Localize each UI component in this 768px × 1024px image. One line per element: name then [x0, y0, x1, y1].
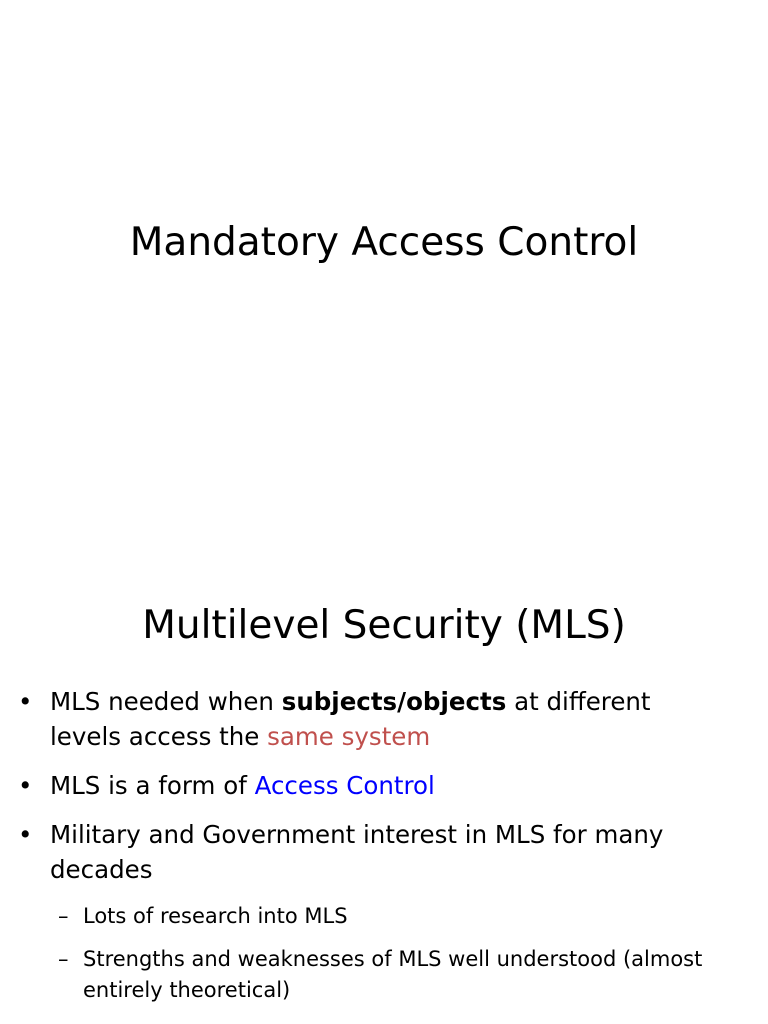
sub-bullet-text: Strengths and weaknesses of MLS well understood (almost entirely theoretical) [83, 947, 703, 1002]
sub-bullet-item-research [18, 901, 728, 932]
bullet-dot-icon: • [18, 687, 33, 716]
slide-title-multilevel-security: Multilevel Security (MLS) [142, 603, 626, 648]
sub-bullet-text: Lots of research into MLS [83, 904, 348, 928]
bullet-list [18, 684, 728, 1018]
bullet-text: at different levels access the [50, 687, 651, 751]
bullet-item-military-interest [18, 817, 728, 887]
bullet-item-mls-form [18, 768, 728, 803]
highlight-text: same system [267, 722, 431, 751]
bullet-text: Military and Government interest in MLS for many decades [50, 820, 664, 884]
bullet-item-mls-needed [18, 684, 728, 754]
bullet-text: MLS is a form of [50, 771, 255, 800]
access-control-link[interactable]: Access Control [254, 771, 435, 800]
dash-icon: – [58, 904, 69, 928]
dash-icon: – [58, 947, 69, 971]
bullet-text: MLS needed when [50, 687, 282, 716]
slide-title-mandatory-access-control: Mandatory Access Control [129, 220, 639, 265]
sub-bullet-item-strengths [18, 944, 728, 1006]
bullet-bold-text: subjects/objects [281, 687, 507, 716]
bullet-dot-icon: • [18, 820, 33, 849]
bullet-dot-icon: • [18, 771, 33, 800]
